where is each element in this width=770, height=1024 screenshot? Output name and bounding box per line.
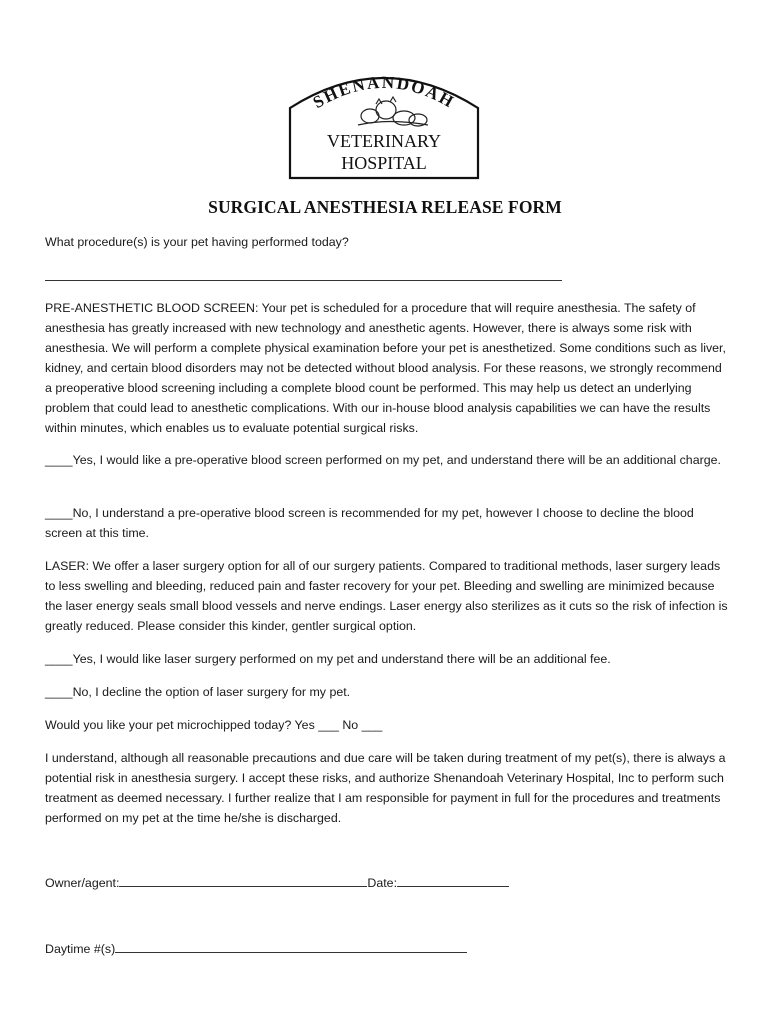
animals-illustration [358, 97, 428, 126]
laser-no-option[interactable]: ____No, I decline the option of laser surgery for my pet. [45, 685, 351, 699]
logo-line1: VETERINARY [327, 131, 441, 151]
date-label: Date: [367, 876, 398, 890]
logo-emblem [288, 70, 480, 180]
logo-arc-text: SHENANDOAH [309, 72, 459, 113]
blood-screen-yes-option[interactable]: ____Yes, I would like a pre-operative blood screen performed on my pet, and understand there will be an additional charge. [45, 453, 721, 467]
logo-line2: HOSPITAL [341, 153, 427, 173]
laser-yes-option[interactable]: ____Yes, I would like laser surgery performed on my pet and understand there will be an additional fee. [45, 652, 611, 666]
phone-label: Daytime #(s) [45, 942, 116, 956]
svg-text:SHENANDOAH [310, 73, 459, 112]
owner-label: Owner/agent: [45, 876, 120, 890]
blood-screen-no-option[interactable]: ____No, I understand a pre-operative blood screen is recommended for my pet, however I choose to decline the blood screen at this time. [45, 506, 694, 540]
date-line[interactable] [397, 873, 509, 887]
phone-line[interactable] [115, 939, 467, 953]
blood-screen-paragraph: PRE-ANESTHETIC BLOOD SCREEN: Your pet is scheduled for a procedure that will require anesthesia. The safety of anesthesia has greatly increased with new technology and anesthetic agents. However, there is always some risk with anesthesia. We will perform a complete physical examination before your pet is anesthetized. Some conditions such as liver, kidney, and certain blood disorders may not be detected without blood analysis. For these reasons, we strongly recommend a preoperative blood screening including a complete blood count be performed. This may help us detect an underlying problem that could lead to anesthetic complications. With our in-house blood analysis capabilities we can have the results within minutes, which enables us to evaluate potential surgical risks. [45, 301, 726, 435]
owner-signature-line[interactable] [119, 873, 367, 887]
signature-row [45, 873, 729, 893]
procedure-question: What procedure(s) is your pet having performed today? [45, 235, 349, 249]
hospital-logo [288, 70, 480, 180]
phone-row [45, 939, 729, 959]
laser-paragraph: LASER: We offer a laser surgery option for all of our surgery patients. Compared to traditional methods, laser surgery leads to less swelling and bleeding, reduced pain and faster recovery for your pet. Bleeding and swelling are minimized because the laser energy seals small blood vessels and nerve endings. Laser energy also sterilizes as it cuts so the risk of infection is greatly reduced. Please consider this kinder, gentler surgical option. [45, 559, 728, 633]
consent-paragraph: I understand, although all reasonable precautions and due care will be taken during treatment of my pet(s), there is always a potential risk in anesthesia surgery. I accept these risks, and authorize Shenandoah Veterinary Hospital, Inc to perform such treatment as deemed necessary. I further realize that I am responsible for payment in full for the procedures and treatments performed on my pet at the time he/she is discharged. [45, 751, 726, 825]
form-title: SURGICAL ANESTHESIA RELEASE FORM [208, 197, 562, 217]
microchip-question[interactable]: Would you like your pet microchipped today? Yes ___ No ___ [45, 718, 383, 732]
procedure-answer-line[interactable] [45, 280, 562, 281]
